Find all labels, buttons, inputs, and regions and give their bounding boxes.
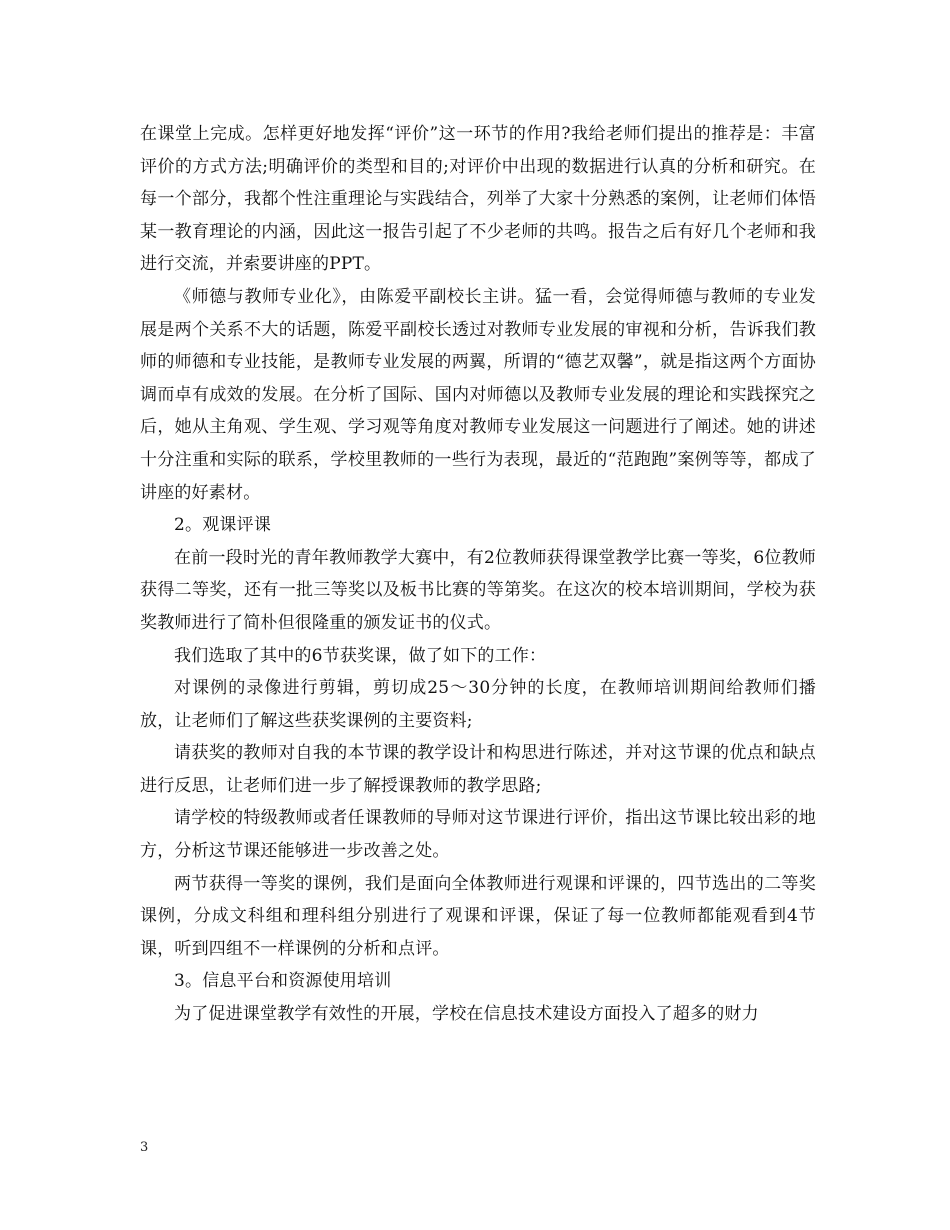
paragraph-video-editing: 对课例的录像进行剪辑，剪切成25～30分钟的长度，在教师培训期间给教师们播放，让老师们了解这些获奖课例的主要资料; xyxy=(140,678,816,731)
section-heading-observe-evaluate: 2。观课评课 xyxy=(174,515,272,536)
paragraph-ethics-lecture: 《师德与教师专业化》，由陈爱平副校长主讲。猛一看，会觉得师德与教师的专业发展是两个关系不大的话题，陈爱平副校长透过对教师专业发展的审视和分析，告诉我们教师的师德和专业技能，是教师专业发展的两翼，所谓的“德艺双馨”，就是指这两个方面协调而卓有成效的发展。在分析了国际、国内对师德以及教师专业发展的理论和实践探究之后，她从主角观、学生观、学习观等角度对教师专业发展这一问题进行了阐述。她的讲述十分注重和实际的联系，学校里教师的一些行为表现，最近的“范跑跑”案例等等，都成了讲座的好素材。 xyxy=(140,286,816,503)
paragraph-teaching-contest: 在前一段时光的青年教师教学大赛中，有2位教师获得课堂教学比赛一等奖，6位教师获得二等奖，还有一批三等奖以及板书比赛的等第奖。在这次的校本培训期间，学校为获奖教师进行了简朴但很隆重的颁发证书的仪式。 xyxy=(140,547,816,633)
paragraph-teacher-reflection: 请获奖的教师对自我的本节课的教学设计和构思进行陈述，并对这节课的优点和缺点进行反思，让老师们进一步了解授课教师的教学思路; xyxy=(140,743,816,796)
document-body xyxy=(140,118,816,1031)
paragraph-mentor-evaluation: 请学校的特级教师或者任课教师的导师对这节课进行评价，指出这节课比较出彩的地方，分析这节课还能够进一步改善之处。 xyxy=(140,808,816,862)
page-number: 3 xyxy=(140,1140,149,1155)
section-heading-info-platform: 3。信息平台和资源使用培训 xyxy=(174,971,392,992)
paragraph-group-observation: 两节获得一等奖的课例，我们是面向全体教师进行观课和评课的，四节选出的二等奖课例，分成文科组和理科组分别进行了观课和评课，保证了每一位教师都能观看到4节课，听到四组不一样课例的分析和点评。 xyxy=(140,873,816,959)
paragraph-continuation: 在课堂上完成。怎样更好地发挥“评价”这一环节的作用?我给老师们提出的推荐是：丰富评价的方式方法;明确评价的类型和目的;对评价中出现的数据进行认真的分析和研究。在每一个部分，我都个性注重理论与实践结合，列举了大家十分熟悉的案例，让老师们体悟某一教育理论的内涵，因此这一报告引起了不少老师的共鸣。报告之后有好几个老师和我进行交流，并索要讲座的PPT。 xyxy=(140,124,816,275)
paragraph-selected-lessons: 我们选取了其中的6节获奖课，做了如下的工作： xyxy=(174,645,547,666)
paragraph-it-investment: 为了促进课堂教学有效性的开展，学校在信息技术建设方面投入了超多的财力 xyxy=(174,1004,759,1025)
